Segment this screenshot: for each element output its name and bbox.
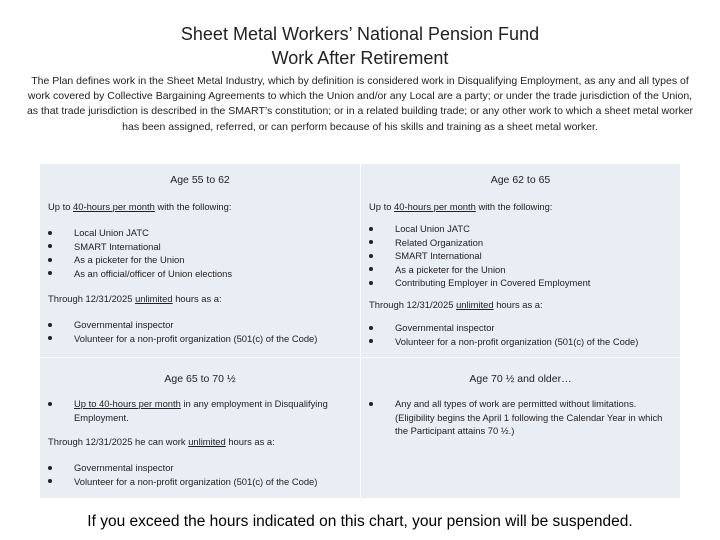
unlimited-work-list xyxy=(48,461,317,488)
list-item: SMART International xyxy=(48,240,232,254)
hours-limit-text: Up to 40-hours per month with the following: xyxy=(48,201,232,212)
unlimited-work-list xyxy=(369,321,638,348)
unlimited-work-list xyxy=(48,318,317,345)
permitted-work-list xyxy=(369,222,590,290)
cell-heading: Age 55 to 62 xyxy=(170,174,230,186)
age-62-65-cell xyxy=(361,164,680,357)
list-item: Related Organization xyxy=(369,236,590,250)
unlimited-hours-text: Through 12/31/2025 he can work unlimited hours as a: xyxy=(48,436,275,447)
list-item: Up to 40-hours per month in any employment in Disqualifying Employment. xyxy=(48,397,352,424)
hours-limit-underlined: 40-hours per month xyxy=(394,201,476,212)
list-item: Local Union JATC xyxy=(48,226,232,240)
list-item: SMART International xyxy=(369,249,590,263)
list-item: Governmental inspector xyxy=(48,461,317,475)
intro-paragraph: The Plan defines work in the Sheet Metal Industry, which by definition is considered work in Disqualifying Employment, as any and all types of work covered by Collective Bargaining Agreements to which the Union and/or any Local are a party; or under the trade jurisdiction of the Union, as that trade jurisdiction is described in the SMART’s constitution; or in a related building trade; or any other work to which a sheet metal worker has been assigned, referred, or can perform because of his skills and training as a sheet metal worker. xyxy=(26,75,694,133)
permitted-work-list xyxy=(48,226,232,280)
suspension-warning: If you exceed the hours indicated on this chart, your pension will be suspended. xyxy=(87,513,633,530)
permitted-work-list xyxy=(369,397,672,438)
page-subtitle: Work After Retirement xyxy=(271,48,449,68)
list-item: As a picketer for the Union xyxy=(48,253,232,267)
cell-heading: Age 62 to 65 xyxy=(490,174,551,186)
list-item: Volunteer for a non-profit organization (501(c) of the Code) xyxy=(48,475,317,489)
list-item: Local Union JATC xyxy=(369,222,590,236)
hours-limit-underlined: Up to 40-hours per month xyxy=(74,398,181,409)
unlimited-underlined: unlimited xyxy=(188,436,226,447)
age-70-plus-cell xyxy=(361,358,680,498)
page-title: Sheet Metal Workers’ National Pension Fund xyxy=(180,24,540,44)
list-item: Governmental inspector xyxy=(48,318,317,332)
permitted-work-list xyxy=(48,397,352,424)
cell-heading: Age 70 ½ and older… xyxy=(469,373,572,385)
unlimited-hours-text: Through 12/31/2025 unlimited hours as a: xyxy=(48,293,222,304)
list-item: Any and all types of work are permitted without limitations. (Eligibility begins the April 1 following the Calendar Year in which the Participant attains 70 ½.) xyxy=(369,397,672,438)
list-item: Volunteer for a non-profit organization (501(c) of the Code) xyxy=(369,335,638,349)
unlimited-hours-text: Through 12/31/2025 unlimited hours as a: xyxy=(369,299,543,310)
age-55-62-cell xyxy=(40,164,360,357)
list-item: As a picketer for the Union xyxy=(369,263,590,277)
list-item: As an official/officer of Union elections xyxy=(48,267,232,281)
hours-limit-text: Up to 40-hours per month with the following: xyxy=(369,201,553,212)
cell-heading: Age 65 to 70 ½ xyxy=(164,373,236,385)
age-65-70-cell xyxy=(40,358,360,498)
list-item: Volunteer for a non-profit organization (501(c) of the Code) xyxy=(48,332,317,346)
unlimited-underlined: unlimited xyxy=(135,293,173,304)
list-item: Contributing Employer in Covered Employment xyxy=(369,276,590,290)
hours-limit-underlined: 40-hours per month xyxy=(73,201,155,212)
list-item: Governmental inspector xyxy=(369,321,638,335)
unlimited-underlined: unlimited xyxy=(456,299,494,310)
